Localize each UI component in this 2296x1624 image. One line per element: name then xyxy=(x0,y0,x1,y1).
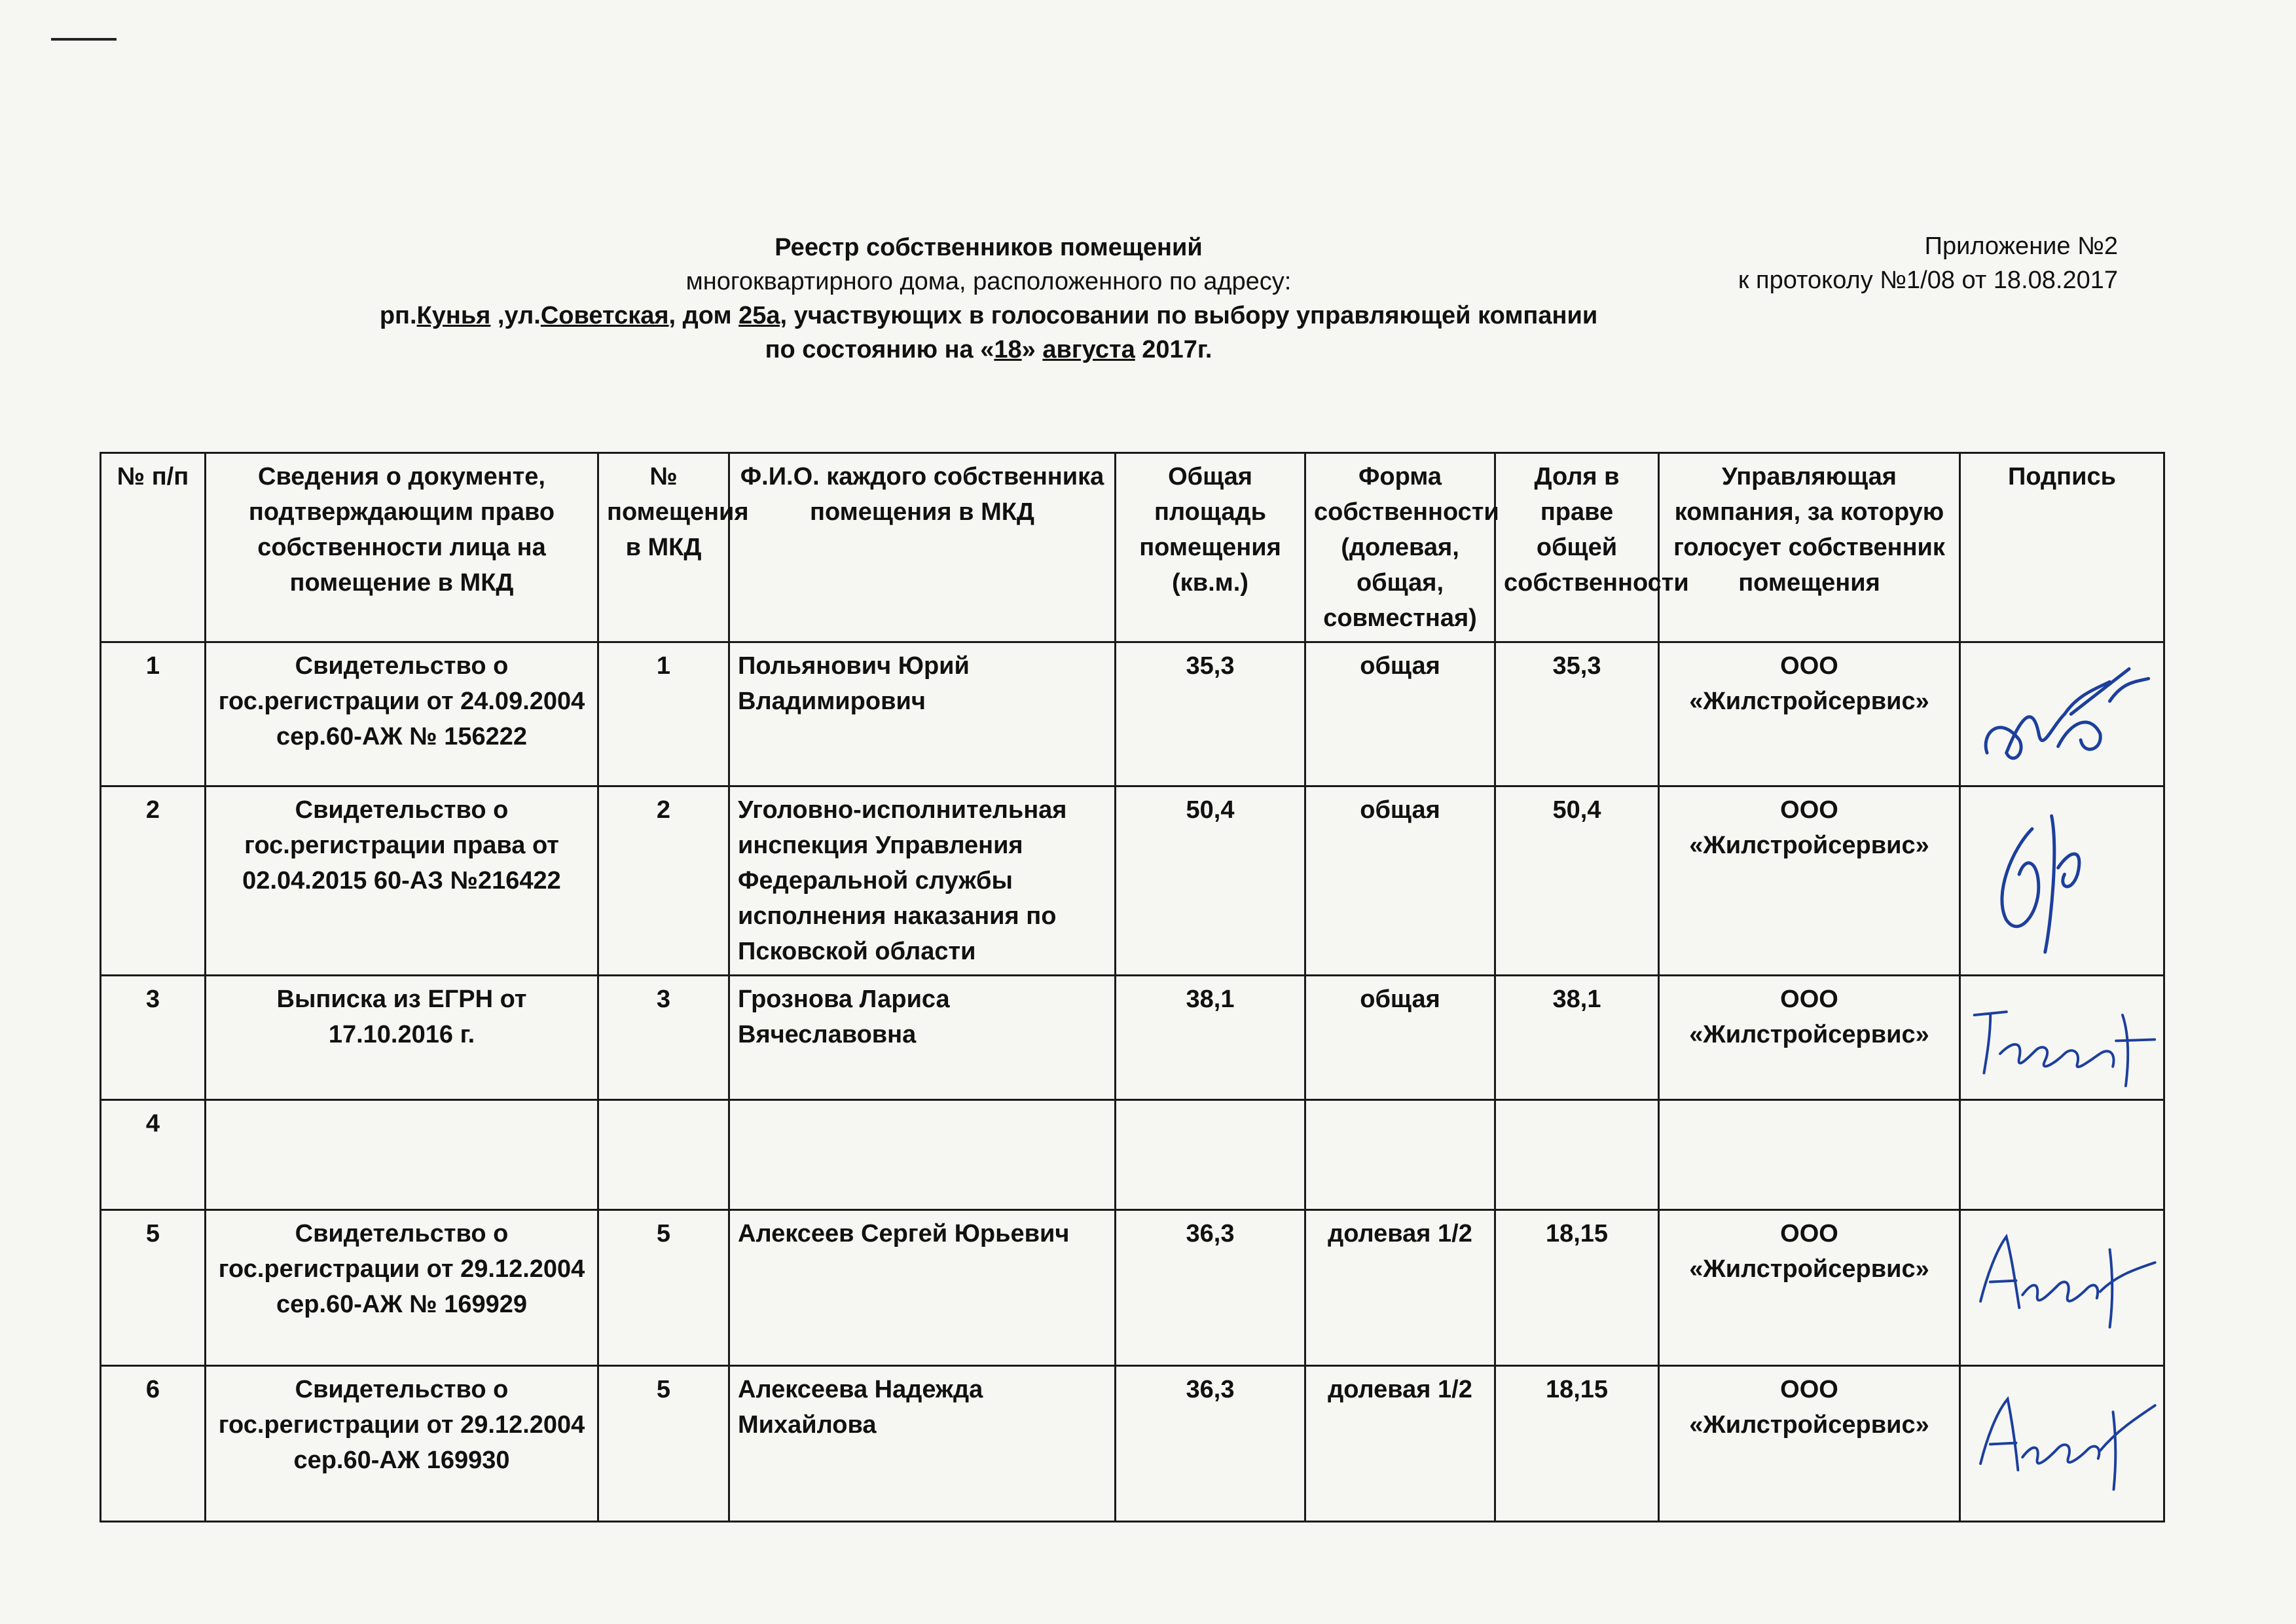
header-room: № помещения в МКД xyxy=(598,453,729,642)
header-share: Доля в праве общей собственности xyxy=(1495,453,1659,642)
owners-registry-table xyxy=(100,452,2165,1522)
header-document: Сведения о документе, подтверждающим право собственности лица на помещение в МКД xyxy=(206,453,598,642)
row-number: 5 xyxy=(101,1210,206,1366)
title-date-suffix: 2017г. xyxy=(1135,336,1212,363)
title-line-3 xyxy=(367,299,1611,333)
row-share: 38,1 xyxy=(1495,976,1659,1100)
table-row xyxy=(101,976,2164,1100)
row-ownership-form: долевая 1/2 xyxy=(1305,1366,1495,1522)
row-signature xyxy=(1960,642,2164,786)
title-street-prefix: ,ул. xyxy=(490,302,541,329)
row-area xyxy=(1116,1100,1305,1210)
row-number: 6 xyxy=(101,1366,206,1522)
row-room xyxy=(598,1100,729,1210)
row-share xyxy=(1495,1100,1659,1210)
header-signature: Подпись xyxy=(1960,453,2164,642)
title-house-prefix: , дом xyxy=(668,302,739,329)
row-share: 35,3 xyxy=(1495,642,1659,786)
row-owner: Алексеева Надежда Михайлова xyxy=(729,1366,1116,1522)
row-number: 3 xyxy=(101,976,206,1100)
row-company: ООО «Жилстройсервис» xyxy=(1659,642,1960,786)
row-owner: Уголовно-исполнительная инспекция Управления Федеральной службы исполнения наказания по Псковской области xyxy=(729,786,1116,976)
title-town: Кунья xyxy=(416,302,491,329)
title-line-3-suffix: участвующих в голосовании по выбору управляющей компании xyxy=(787,302,1598,329)
row-room: 5 xyxy=(598,1366,729,1522)
appendix-reference xyxy=(1738,229,2118,297)
row-share: 50,4 xyxy=(1495,786,1659,976)
table-row xyxy=(101,642,2164,786)
title-line-1: Реестр собственников помещений xyxy=(774,234,1203,261)
row-share: 18,15 xyxy=(1495,1210,1659,1366)
row-room: 2 xyxy=(598,786,729,976)
row-document: Свидетельство о гос.регистрации от 24.09.2004 сер.60-АЖ № 156222 xyxy=(206,642,598,786)
table-row xyxy=(101,1100,2164,1210)
title-date-middle: » xyxy=(1021,336,1043,363)
title-date-day: 18 xyxy=(994,336,1022,363)
row-number: 1 xyxy=(101,642,206,786)
row-ownership-form: общая xyxy=(1305,976,1495,1100)
row-area: 50,4 xyxy=(1116,786,1305,976)
row-signature xyxy=(1960,1366,2164,1522)
row-ownership-form: общая xyxy=(1305,786,1495,976)
title-house: 25а, xyxy=(738,302,788,329)
row-company: ООО «Жилстройсервис» xyxy=(1659,1210,1960,1366)
header-ownership-form: Форма собственности (долевая, общая, совместная) xyxy=(1305,453,1495,642)
row-area: 36,3 xyxy=(1116,1210,1305,1366)
row-document: Свидетельство о гос.регистрации права от 02.04.2015 60-АЗ №216422 xyxy=(206,786,598,976)
row-company: ООО «Жилстройсервис» xyxy=(1659,1366,1960,1522)
title-street: Советская xyxy=(540,302,669,329)
table-row xyxy=(101,1366,2164,1522)
handwritten-signature-1 xyxy=(1961,643,2163,785)
row-ownership-form: долевая 1/2 xyxy=(1305,1210,1495,1366)
row-owner: Алексеев Сергей Юрьевич xyxy=(729,1210,1116,1366)
handwritten-signature-3 xyxy=(1961,976,2163,1099)
row-room: 1 xyxy=(598,642,729,786)
row-company: ООО «Жилстройсервис» xyxy=(1659,976,1960,1100)
row-room: 3 xyxy=(598,976,729,1100)
row-signature xyxy=(1960,1210,2164,1366)
row-number: 4 xyxy=(101,1100,206,1210)
title-date-prefix: по состоянию на « xyxy=(765,336,994,363)
title-line-4 xyxy=(367,333,1611,367)
table-row xyxy=(101,1210,2164,1366)
title-line-2: многоквартирного дома, расположенного по адресу: xyxy=(685,268,1292,295)
row-document: Выписка из ЕГРН от 17.10.2016 г. xyxy=(206,976,598,1100)
handwritten-signature-2 xyxy=(1961,787,2163,974)
row-owner: Грознова Лариса Вячеславовна xyxy=(729,976,1116,1100)
row-document xyxy=(206,1100,598,1210)
title-date-month: августа xyxy=(1042,336,1135,363)
header-area: Общая площадь помещения (кв.м.) xyxy=(1116,453,1305,642)
row-area: 38,1 xyxy=(1116,976,1305,1100)
table-row xyxy=(101,786,2164,976)
row-company xyxy=(1659,1100,1960,1210)
row-area: 36,3 xyxy=(1116,1366,1305,1522)
row-signature xyxy=(1960,976,2164,1100)
row-room: 5 xyxy=(598,1210,729,1366)
handwritten-signature-5 xyxy=(1961,1211,2163,1365)
row-ownership-form xyxy=(1305,1100,1495,1210)
header-owner: Ф.И.О. каждого собственника помещения в МКД xyxy=(729,453,1116,642)
row-owner: Польянович Юрий Владимирович xyxy=(729,642,1116,786)
handwritten-signature-6 xyxy=(1961,1367,2163,1521)
page-corner-mark xyxy=(51,38,117,41)
row-ownership-form: общая xyxy=(1305,642,1495,786)
header-company: Управляющая компания, за которую голосует собственник помещения xyxy=(1659,453,1960,642)
row-document: Свидетельство о гос.регистрации от 29.12.2004 сер.60-АЖ 169930 xyxy=(206,1366,598,1522)
document-title xyxy=(367,231,1611,367)
title-town-prefix: рп. xyxy=(379,302,417,329)
row-company: ООО «Жилстройсервис» xyxy=(1659,786,1960,976)
table-header-row xyxy=(101,453,2164,642)
appendix-title: Приложение №2 xyxy=(1924,232,2118,260)
row-signature xyxy=(1960,786,2164,976)
header-number: № п/п xyxy=(101,453,206,642)
appendix-protocol: к протоколу №1/08 от 18.08.2017 xyxy=(1738,267,2118,294)
row-share: 18,15 xyxy=(1495,1366,1659,1522)
row-document: Свидетельство о гос.регистрации от 29.12.2004 сер.60-АЖ № 169929 xyxy=(206,1210,598,1366)
row-signature xyxy=(1960,1100,2164,1210)
row-owner xyxy=(729,1100,1116,1210)
row-number: 2 xyxy=(101,786,206,976)
row-area: 35,3 xyxy=(1116,642,1305,786)
